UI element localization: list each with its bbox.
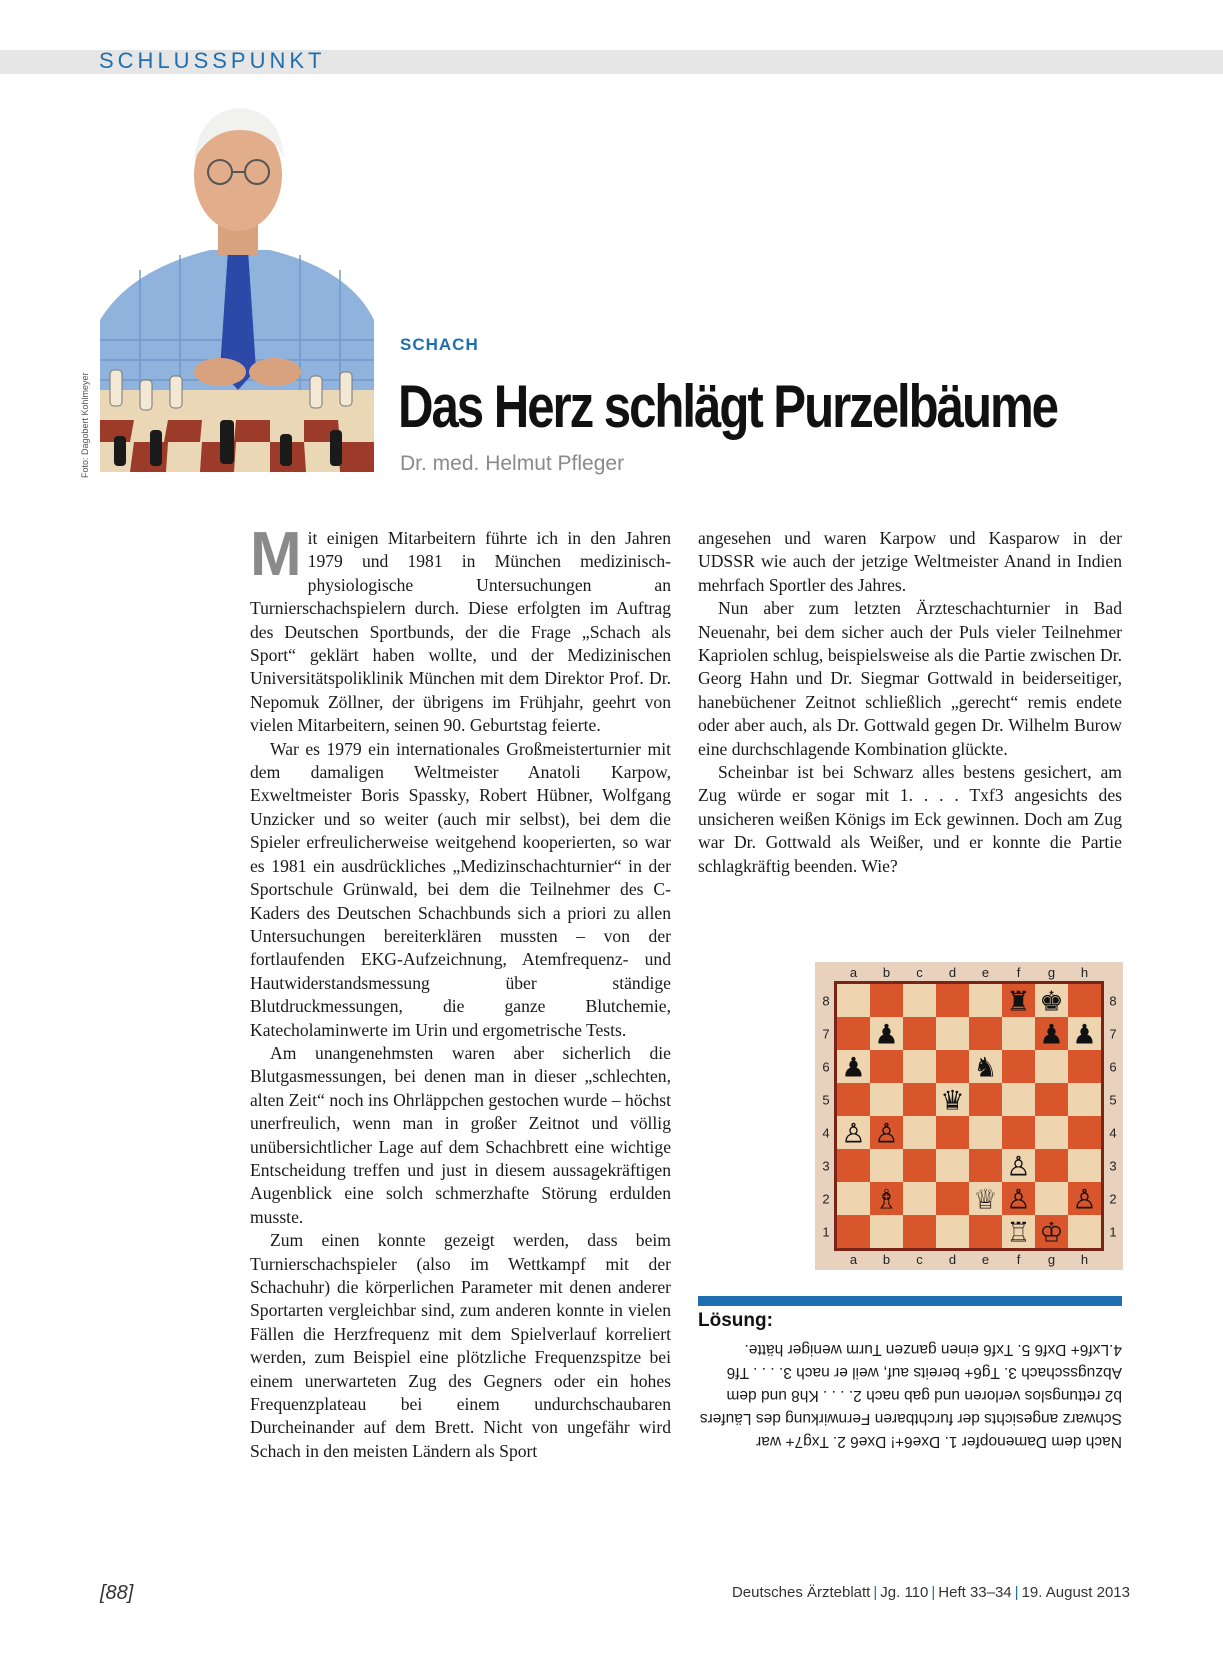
board-square (936, 1116, 969, 1149)
board-square (1068, 1083, 1101, 1116)
board-square (903, 1083, 936, 1116)
rank-label-left: 1 (822, 1224, 830, 1240)
board-square (1035, 1083, 1068, 1116)
board-square (870, 1083, 903, 1116)
board-square (870, 984, 903, 1017)
board-square (936, 1149, 969, 1182)
board-square (870, 1050, 903, 1083)
page-number: [88] (100, 1582, 134, 1604)
board-square (837, 1017, 870, 1050)
board-square (1035, 1149, 1068, 1182)
file-label-bottom: a (849, 1252, 858, 1267)
chess-piece: ♟ (1072, 1019, 1097, 1051)
board-square (837, 1182, 870, 1215)
paragraph-1 (250, 520, 671, 738)
paragraph-4: Zum einen konnte gezeigt werden, dass beim Turnierschachspieler (also im Wettkampf mit der Schachuhr) die körperlichen Parameter mit denen anderer Sportarten vergleichbar sind, zum anderen konnte in vielen Fällen die Herzfrequenz mit dem Spielverlauf korreliert werden, zum Beispiel eine plötzliche Frequenzspitze bei einem unerwarteten Zug des Gegners oder ein hohes Frequenzplateau bei einem undurchschaubaren Durcheinander auf dem Brett. Nicht von ungefähr wird Schach in den meisten Ländern als Sport (250, 1230, 671, 1461)
board-square (969, 1149, 1002, 1182)
board-square (969, 1116, 1002, 1149)
board-square (1002, 1050, 1035, 1083)
board-square (1002, 1083, 1035, 1116)
board-square (1068, 1116, 1101, 1149)
chess-piece: ♜ (1006, 986, 1031, 1018)
board-square (1002, 1017, 1035, 1050)
file-label-bottom: b (882, 1252, 891, 1267)
file-label-top: f (1016, 965, 1021, 980)
chess-piece: ♟ (874, 1019, 899, 1051)
file-label-bottom: c (916, 1252, 923, 1267)
solution-title: Lösung: (698, 1310, 773, 1331)
board-square (969, 984, 1002, 1017)
board-square (936, 1050, 969, 1083)
board-square (969, 1017, 1002, 1050)
board-square (837, 984, 870, 1017)
journal-volume: Jg. 110 (880, 1584, 929, 1601)
board-square (1035, 1182, 1068, 1215)
board-square (969, 1215, 1002, 1248)
chess-piece: ♚ (1039, 986, 1064, 1018)
chess-piece: ♞ (973, 1052, 998, 1084)
rank-label-left: 4 (822, 1125, 830, 1141)
board-square (903, 1050, 936, 1083)
board-square (969, 1083, 1002, 1116)
chess-piece: ♙ (874, 1118, 899, 1150)
chess-board (815, 962, 1123, 1270)
journal-date: 19. August 2013 (1021, 1584, 1130, 1601)
chess-piece: ♙ (1072, 1184, 1097, 1216)
board-square (903, 1149, 936, 1182)
rank-label-right: 3 (1109, 1158, 1117, 1174)
file-label-bottom: h (1080, 1252, 1089, 1267)
board-square (1068, 1050, 1101, 1083)
board-square (903, 1017, 936, 1050)
file-label-bottom: e (981, 1252, 990, 1267)
rank-label-right: 4 (1109, 1125, 1117, 1141)
chess-piece: ♛ (940, 1085, 965, 1117)
article-kicker: SCHACH (400, 335, 479, 354)
author-photo (100, 90, 374, 472)
article-author: Dr. med. Helmut Pfleger (400, 452, 625, 475)
rank-label-left: 2 (822, 1191, 830, 1207)
board-square (936, 1017, 969, 1050)
file-label-top: c (916, 965, 923, 980)
journal-footer: Deutsches Ärzteblatt | Jg. 110 | Heft 33–34 | 19. August 2013 (731, 1584, 1130, 1601)
article-title: Das Herz schlägt Purzelbäume (398, 373, 1057, 440)
paragraph-3: Am unangenehmsten waren aber sicherlich die Blutgasmessungen, bei denen man in dieser „schlechten, alten Zeit“ noch ins Ohrläppchen gestochen wurde – höchst unerfreulich, wenn man in großer Zeitnot und völlig unübersichtlicher Lage auf dem Schachbrett eine wichtige Entscheidung treffen und just in diesem aussagekräftigen Augenblick eine solch schmerzhafte Störung erdulden musste. (250, 1042, 671, 1227)
board-square (837, 1083, 870, 1116)
board-square (1002, 1116, 1035, 1149)
file-label-top: e (981, 965, 990, 980)
file-label-top: d (948, 965, 957, 980)
chess-piece: ♗ (874, 1184, 899, 1216)
rank-label-left: 5 (822, 1092, 830, 1108)
board-square (1068, 1149, 1101, 1182)
rank-label-left: 7 (822, 1026, 830, 1042)
chess-diagram (815, 962, 1123, 1270)
board-square (903, 1182, 936, 1215)
rank-label-right: 1 (1109, 1224, 1117, 1240)
board-square (903, 1116, 936, 1149)
article-column-1 (250, 520, 671, 1463)
chess-piece: ♟ (1039, 1019, 1064, 1051)
file-label-top: b (882, 965, 891, 980)
paragraph-2: War es 1979 ein internationales Großmeisterturnier mit dem damaligen Weltmeister Anatoli Karpow, Exweltmeister Boris Spassky, Robert Hübner, Wolfgang Unzicker und so weiter (auch mir selbst), bei dem die Spieler erfreulicherweise weitgehend kooperierten, so war es 1981 ein ausdrückliches „Medizinschachturnier“ in der Sportschule Grünwald, bei dem die Teilnehmer des C-Kaders des Deutschen Schachbunds sich a priori zu allen Untersuchungen bereiterklären mussten – von der fortlaufenden EKG-Aufzeichnung, Atemfrequenz- und Hautwiderstandsmessung über ständige Blutdruckmessungen, die ganze Blutchemie, Katecholaminwerte im Urin und ergometrische Tests. (250, 738, 671, 1040)
board-square (1035, 1116, 1068, 1149)
file-label-bottom: f (1016, 1252, 1021, 1267)
rank-label-right: 6 (1109, 1059, 1117, 1075)
chess-piece: ♙ (841, 1118, 866, 1150)
section-label: SCHLUSSPUNKT (99, 48, 326, 73)
solution-text-upside-down: Nach dem Damenopfer 1. Dxe6+! Dxe6 2. Txg7+ war Schwarz angesichts der furchtbaren Fernwirkung des Läufers b2 rettungslos verloren und gab nach 2. . . . Kh8 und dem Abzugsschach 3. Tg6+ bereits auf, weil er nach 3. . . . Tf6 4.Lxf6+ Dxf6 5. Txf6 einen ganzen Turm weniger hätte. (699, 1341, 1122, 1450)
photo-credit: Foto: Dagobert Kohlmeyer (80, 372, 90, 478)
file-label-top: h (1080, 965, 1089, 980)
rank-label-right: 2 (1109, 1191, 1117, 1207)
chess-piece: ♟ (841, 1052, 866, 1084)
board-square (837, 1215, 870, 1248)
journal-issue: Heft 33–34 (938, 1584, 1012, 1601)
board-square (903, 1215, 936, 1248)
chess-piece: ♕ (973, 1184, 998, 1216)
board-square (870, 1149, 903, 1182)
paragraph-7: Scheinbar ist bei Schwarz alles bestens gesichert, am Zug würde er sogar mit 1. . . . Txf3 angesichts des unsicheren weißen Königs im Eck gewinnen. Doch am Zug war Dr. Gottwald als Weißer, und er konnte die Partie schlagkräftig beenden. Wie? (698, 762, 1122, 876)
paragraph-6: Nun aber zum letzten Ärzteschachturnier in Bad Neuenahr, bei dem sicher auch der Puls vieler Teilnehmer Kapriolen schlug, beispielsweise als die Partie zwischen Dr. Georg Hahn und Dr. Siegmar Gottwald in beiderseitiger, hanebüchener Zeitnot schließlich „gerecht“ remis endete oder aber auch, als Dr. Gottwald gegen Dr. Wilhelm Burow eine durchschlagende Kombination glückte. (698, 598, 1122, 759)
rank-label-left: 6 (822, 1059, 830, 1075)
rank-label-right: 5 (1109, 1092, 1117, 1108)
board-square (870, 1215, 903, 1248)
paragraph-1-text: it einigen Mitarbeitern führte ich in den Jahren 1979 und 1981 in München medizinisch-physiologische Untersuchungen an Turnierschachspielern durch. Diese erfolgten im Auftrag des Deutschen Sportbunds, der die Frage „Schach als Sport“ geklärt haben wollte, und der Medizinischen Universitätspoliklinik München mit dem Direktor Prof. Dr. Nepomuk Zöllner, der übrigens im Frühjahr, geehrt von vielen Mitarbeitern, seinen 90. Geburtstag feierte. (250, 528, 671, 736)
rank-label-right: 8 (1109, 993, 1117, 1009)
rank-label-left: 8 (822, 993, 830, 1009)
rank-label-right: 7 (1109, 1026, 1117, 1042)
file-label-top: g (1047, 965, 1056, 980)
chess-piece: ♙ (1006, 1184, 1031, 1216)
board-square (837, 1149, 870, 1182)
rank-label-left: 3 (822, 1158, 830, 1174)
chess-piece: ♖ (1006, 1217, 1031, 1249)
drop-cap: M (250, 520, 302, 589)
file-label-top: a (849, 965, 858, 980)
journal-name: Deutsches Ärzteblatt (731, 1584, 871, 1601)
board-square (1068, 984, 1101, 1017)
board-square (936, 1182, 969, 1215)
chess-piece: ♙ (1006, 1151, 1031, 1183)
board-square (936, 1215, 969, 1248)
solution-bar (698, 1296, 1122, 1306)
article-column-2 (698, 527, 1122, 878)
file-label-bottom: g (1047, 1252, 1056, 1267)
board-square (1035, 1050, 1068, 1083)
board-square (903, 984, 936, 1017)
paragraph-5: angesehen und waren Karpow und Kasparow in der UDSSR wie auch der jetzige Weltmeister Anand in Indien mehrfach Sportler des Jahres. (698, 528, 1122, 595)
chess-piece: ♔ (1039, 1217, 1064, 1249)
board-square (936, 984, 969, 1017)
board-square (1068, 1215, 1101, 1248)
file-label-bottom: d (948, 1252, 957, 1267)
